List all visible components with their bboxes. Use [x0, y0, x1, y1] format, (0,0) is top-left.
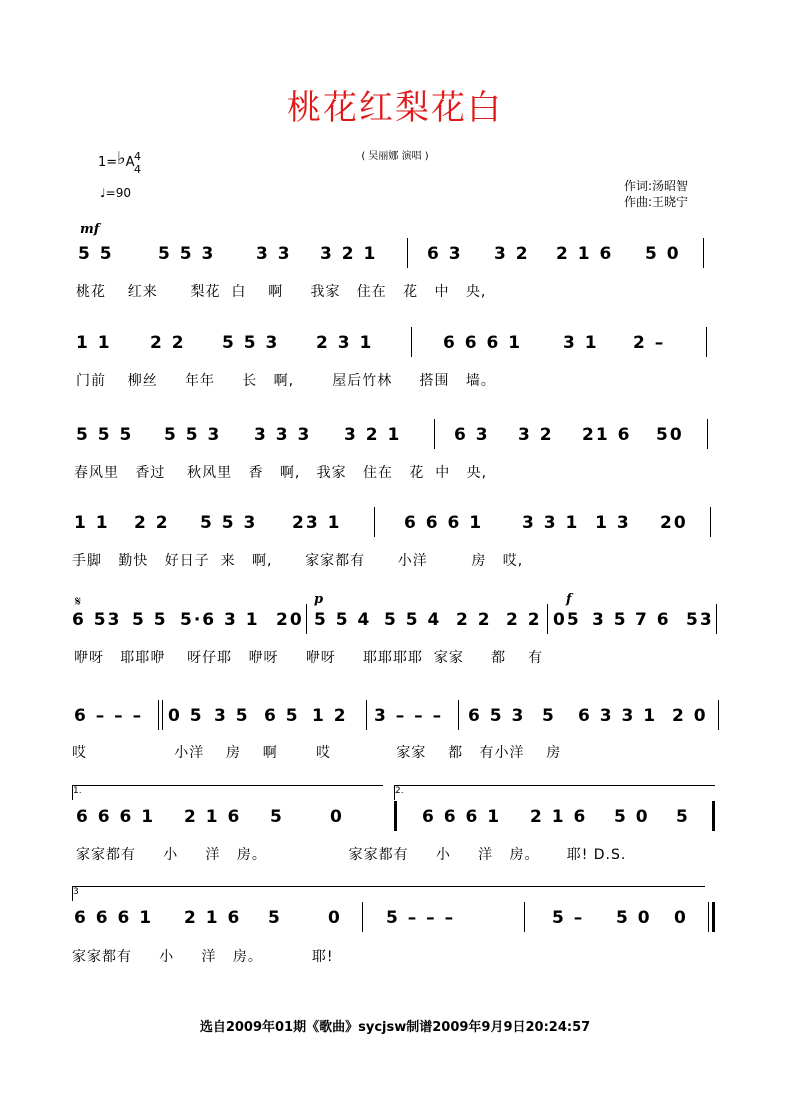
note-group: 6 3	[427, 244, 463, 264]
note-group: 20	[660, 513, 688, 533]
note-group: 6 6 6 1	[76, 807, 156, 827]
barline	[374, 507, 375, 537]
note-group: 5 5 3	[158, 244, 216, 264]
lyric-line-1: 桃花 红来 梨花 白 啊 我家 住在 花 中 央,	[76, 284, 487, 300]
note-group: 2 2	[456, 610, 492, 630]
note-group: 6 6 6 1	[404, 513, 484, 533]
note-group: 6 5	[264, 706, 300, 726]
note-group: 2 2	[134, 513, 170, 533]
note-group: 0	[674, 908, 688, 928]
note-group: 6 53	[72, 610, 122, 630]
barline	[707, 419, 708, 449]
note-group: 2 1 6	[184, 908, 242, 928]
lyricist: 作词:汤昭智	[624, 179, 689, 193]
note-group: 5	[270, 807, 284, 827]
note-group: 3 5	[214, 706, 250, 726]
barline	[712, 801, 715, 831]
barline	[362, 902, 363, 932]
lyric-line-3: 春风里 香过 秋风里 香 啊, 我家 住在 花 中 央,	[74, 465, 488, 481]
note-group: 05	[553, 610, 581, 630]
note-group: 0	[328, 908, 342, 928]
note-group: 5 5 4	[384, 610, 442, 630]
note-group: 5 5 4	[314, 610, 372, 630]
note-group: 6 6 6 1	[422, 807, 502, 827]
note-group: 2 1 6	[556, 244, 614, 264]
note-group: 5	[268, 908, 282, 928]
lyric-line-5: 咿呀 耶耶咿 呀仔耶 咿呀 咿呀 耶耶耶耶 家家 都 有	[74, 650, 543, 666]
lyric-line-4: 手脚 勤快 好日子 来 啊, 家家都有 小洋 房 哎,	[72, 553, 524, 569]
note-group: 3 2 1	[344, 425, 402, 445]
final-barline	[712, 902, 715, 932]
volta-1: 1.	[72, 785, 383, 800]
note-group: 5 – – –	[386, 908, 456, 928]
note-group: 3 3 3	[254, 425, 312, 445]
note-group: 2 2	[150, 333, 186, 353]
note-group: 5 5	[132, 610, 168, 630]
note-group: 6 5 3	[468, 706, 526, 726]
note-group: 5 0	[616, 908, 652, 928]
note-group: 2 2	[506, 610, 542, 630]
note-group: 3 2	[518, 425, 554, 445]
note-group: 5 5 3	[222, 333, 280, 353]
barline	[716, 604, 717, 634]
dynamic-f: f	[566, 592, 572, 607]
note-group: 3 5	[592, 610, 628, 630]
barline	[706, 327, 707, 357]
note-group: 3 2	[494, 244, 530, 264]
note-group: 2 3 1	[316, 333, 374, 353]
note-group: 1 1	[74, 513, 110, 533]
barline	[710, 507, 711, 537]
repeat-barline	[394, 801, 397, 831]
lyric-line-8: 家家都有 小 洋 房。 耶!	[72, 949, 334, 965]
barline	[407, 238, 408, 268]
tempo-marking: ♩=90	[100, 186, 131, 200]
time-signature: 4 4	[134, 150, 141, 176]
barline	[718, 700, 719, 730]
note-group: 6 6 6 1	[74, 908, 154, 928]
note-group: 7 6	[635, 610, 671, 630]
credits	[624, 178, 688, 210]
lyric-line-7: 家家都有 小 洋 房。 家家都有 小 洋 房。 耶! D.S.	[76, 847, 627, 863]
note-group: 6 – – –	[74, 706, 144, 726]
note-group: 3 3 1 1 3	[522, 513, 631, 533]
barline	[366, 700, 367, 730]
note-group: 3 3	[256, 244, 292, 264]
note-group: 3 2 1	[320, 244, 378, 264]
barline	[162, 700, 163, 730]
note-group: 53	[686, 610, 714, 630]
composer: 作曲:王晓宁	[624, 195, 689, 209]
note-group: 5 5 3	[200, 513, 258, 533]
note-group: 0	[330, 807, 344, 827]
key-signature: 1=♭A 4 4	[98, 148, 141, 176]
note-group: 5	[542, 706, 556, 726]
barline	[411, 327, 412, 357]
note-group: 5 0	[645, 244, 681, 264]
lyric-line-6: 哎 小洋 房 啊 哎 家家 都 有小洋 房	[72, 745, 562, 761]
note-group: 6 3	[454, 425, 490, 445]
note-group: 2 –	[633, 333, 666, 353]
note-group: 5 5 5	[76, 425, 134, 445]
volta-3: 3	[72, 886, 705, 901]
note-group: 23 1	[292, 513, 342, 533]
barline	[524, 902, 525, 932]
source-footer: 选自2009年01期《歌曲》sycjsw制谱2009年9月9日20:24:57	[199, 1020, 591, 1035]
note-group: 2 1 6	[184, 807, 242, 827]
segno-sign: 𝄋	[75, 594, 82, 610]
note-group: 50	[656, 425, 684, 445]
note-group: 6 3 3 1	[578, 706, 658, 726]
note-group: 1 2	[312, 706, 348, 726]
note-group: 0 5	[168, 706, 204, 726]
note-group: 2 0	[672, 706, 708, 726]
note-group: 20	[276, 610, 304, 630]
note-group: 5 5 3	[164, 425, 222, 445]
note-group: 2 1 6	[530, 807, 588, 827]
barline	[158, 700, 159, 730]
dynamic-p: p	[314, 592, 324, 607]
note-group: 5 0	[614, 807, 650, 827]
volta-2: 2.	[394, 785, 715, 800]
note-group: 5 –	[552, 908, 585, 928]
note-group: 3 1	[563, 333, 599, 353]
barline	[434, 419, 435, 449]
note-group: 5 5	[78, 244, 114, 264]
barline	[306, 604, 307, 634]
barline	[703, 238, 704, 268]
note-group: 3 – – –	[374, 706, 444, 726]
note-group: 21 6	[582, 425, 632, 445]
note-group: 5·6 3 1	[180, 610, 260, 630]
note-group: 1 1	[76, 333, 112, 353]
barline	[547, 604, 548, 634]
note-group: 5	[676, 807, 690, 827]
note-group: 6 6 6 1	[443, 333, 523, 353]
lyric-line-2: 门前 柳丝 年年 长 啊, 屋后竹林 搭围 墙。	[76, 373, 496, 389]
dynamic-mf: mf	[80, 222, 100, 237]
barline	[458, 700, 459, 730]
song-title: 桃花红梨花白	[287, 88, 503, 128]
singer-credit: ( 吴丽娜 演唱 )	[361, 151, 429, 162]
final-barline	[708, 902, 709, 932]
